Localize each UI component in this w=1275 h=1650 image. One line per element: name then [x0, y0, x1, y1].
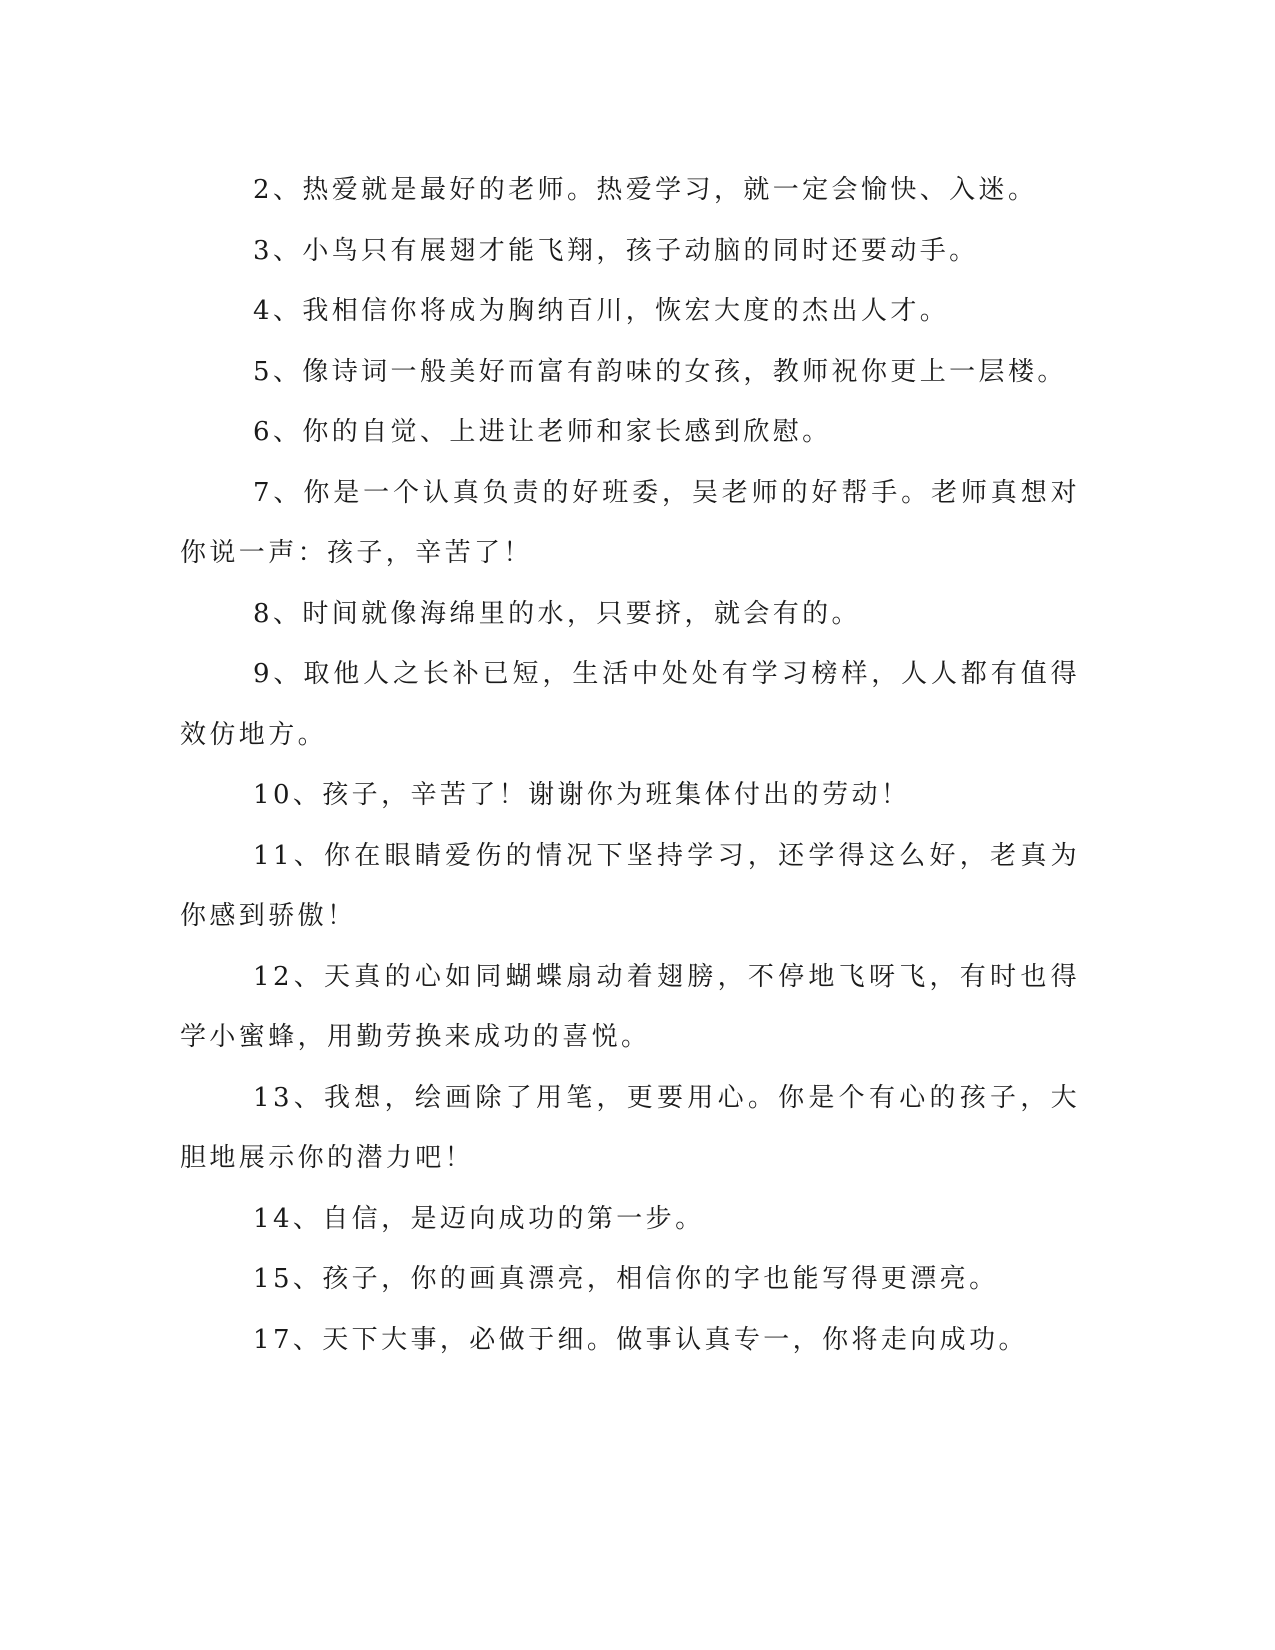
paragraph-14: 14、自信，是迈向成功的第一步。 — [253, 1203, 705, 1234]
paragraph-13: 13、我想，绘画除了用笔，更要用心。你是个有心的孩子，大胆地展示你的潜力吧！ — [180, 1082, 1080, 1173]
paragraph-4: 4、我相信你将成为胸纳百川，恢宏大度的杰出人才。 — [253, 296, 950, 326]
paragraph-6: 6、你的自觉、上进让老师和家长感到欣慰。 — [253, 417, 832, 447]
paragraph-11: 11、你在眼睛爱伤的情况下坚持学习，还学得这么好，老真为你感到骄傲！ — [180, 840, 1080, 931]
paragraph-9: 9、取他人之长补已短，生活中处处有学习榜样，人人都有值得效仿地方。 — [180, 659, 1080, 750]
paragraph-3: 3、小鸟只有展翅才能飞翔，孩子动脑的同时还要动手。 — [253, 235, 979, 266]
paragraph-5: 5、像诗词一般美好而富有韵味的女孩，教师祝你更上一层楼。 — [253, 356, 1067, 387]
paragraph-8: 8、时间就像海绵里的水，只要挤，就会有的。 — [253, 598, 861, 629]
paragraph-17: 17、天下大事，必做于细。做事认真专一，你将走向成功。 — [253, 1324, 1028, 1355]
document-page — [180, 0, 1080, 1650]
paragraph-7: 7、你是一个认真负责的好班委，吴老师的好帮手。老师真想对你说一声：孩子，辛苦了！ — [180, 477, 1080, 568]
paragraph-10: 10、孩子，辛苦了！谢谢你为班集体付出的劳动！ — [253, 780, 911, 810]
paragraph-2: 2、热爱就是最好的老师。热爱学习，就一定会愉快、入迷。 — [253, 175, 1038, 205]
paragraph-12: 12、天真的心如同蝴蝶扇动着翅膀，不停地飞呀飞，有时也得学小蜜蜂，用勤劳换来成功的喜悦。 — [180, 961, 1080, 1052]
paragraph-15: 15、孩子，你的画真漂亮，相信你的字也能写得更漂亮。 — [253, 1264, 999, 1294]
